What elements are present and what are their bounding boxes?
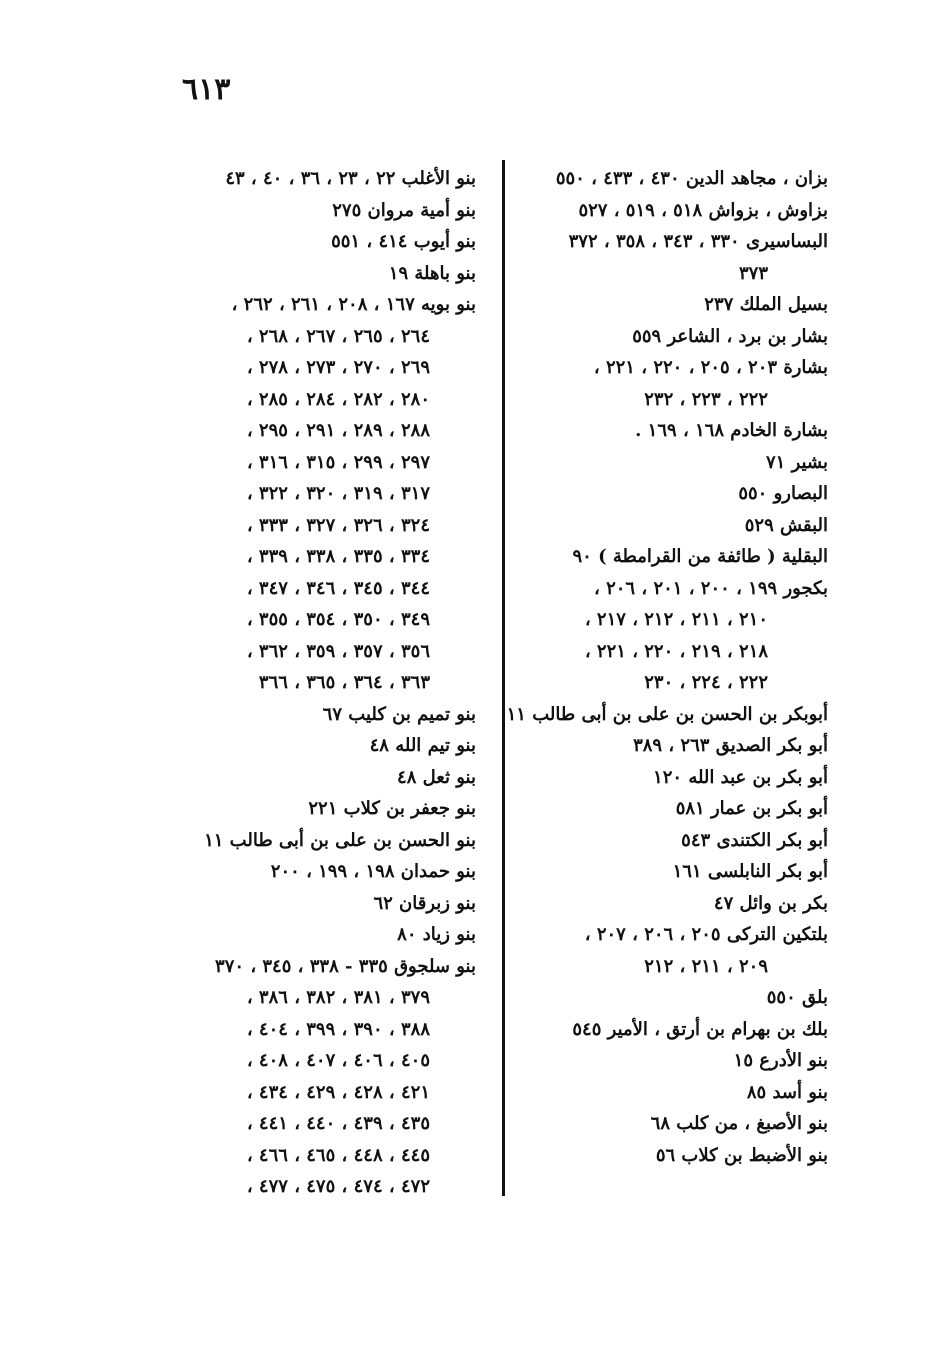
index-entry-continuation: ٢٩٧ ، ٢٩٩ ، ٣١٥ ، ٣١٦ ، [246,451,430,473]
index-entry: بلك بن بهرام بن أرتق ، الأمير ٥٤٥ [572,1018,828,1040]
index-entry-continuation: ٢٦٤ ، ٢٦٥ ، ٢٦٧ ، ٢٦٨ ، [246,325,430,347]
index-entry: أبو بكر الصديق ٢٦٣ ، ٣٨٩ [633,735,828,756]
index-entry: أبوبكر بن الحسن بن على بن أبى طالب ١١ [506,703,828,725]
index-entry: بنو تميم بن كليب ٦٧ [322,703,476,725]
index-entry: بنو زبرقان ٦٢ [373,892,476,914]
index-entry: بنو بويه ١٦٧ ، ٢٠٨ ، ٢٦١ ، ٢٦٢ ، [231,294,476,315]
index-entry-continuation: ٣٨٨ ، ٣٩٠ ، ٣٩٩ ، ٤٠٤ ، [246,1018,430,1040]
index-entry: بشارة ٢٠٣ ، ٢٠٥ ، ٢٢٠ ، ٢٢١ ، [593,357,828,378]
index-entry: البقش ٥٢٩ [744,514,828,536]
index-entry: البساسيرى ٣٣٠ ، ٣٤٣ ، ٣٥٨ ، ٣٧٢ [568,231,828,252]
index-entry: بنو الأضبط بن كلاب ٥٦ [655,1144,828,1166]
index-entry: بنو سلجوق ٣٣٥ - ٣٣٨ ، ٣٤٥ ، ٣٧٠ [215,955,476,977]
index-entry-continuation: ٣٥٦ ، ٣٥٧ ، ٣٥٩ ، ٣٦٢ ، [246,640,430,662]
index-entry-continuation: ٤٣٥ ، ٤٣٩ ، ٤٤٠ ، ٤٤١ ، [246,1113,430,1134]
index-entry: بنو حمدان ١٩٨ ، ١٩٩ ، ٢٠٠ [270,861,476,882]
index-entry-continuation: ٤٠٥ ، ٤٠٦ ، ٤٠٧ ، ٤٠٨ ، [246,1050,430,1071]
index-entry-continuation: ٢٢٢ ، ٢٢٣ ، ٢٣٢ [644,388,768,410]
index-entry-continuation: ٢٢٢ ، ٢٢٤ ، ٢٣٠ [644,672,768,693]
index-entry: بنو أيوب ٤١٤ ، ٥٥١ [331,231,476,252]
index-column-right [506,163,828,1171]
index-entry: بنو تيم الله ٤٨ [369,735,476,756]
index-entry: بنو ثعل ٤٨ [397,766,476,788]
index-entry-continuation: ٤٧٢ ، ٤٧٤ ، ٤٧٥ ، ٤٧٧ ، [246,1176,430,1197]
index-entry: بسيل الملك ٢٣٧ [704,294,828,315]
index-entry: أبو بكر النابلسى ١٦١ [672,861,828,882]
index-entry: بنو زياد ٨٠ [397,924,476,945]
index-entry: بنو الأصبغ ، من كلب ٦٨ [650,1113,828,1134]
index-entry: أبو بكر بن عمار ٥٨١ [675,798,828,819]
index-entry-continuation: ٢٦٩ ، ٢٧٠ ، ٢٧٣ ، ٢٧٨ ، [246,357,430,378]
index-entry: بشارة الخادم ١٦٨ ، ١٦٩ . [635,420,828,441]
page-number: ٦١٣ [182,72,231,107]
index-entry-continuation: ٣٦٣ ، ٣٦٤ ، ٣٦٥ ، ٣٦٦ [258,672,430,693]
index-entry-continuation: ٢١٨ ، ٢١٩ ، ٢٢٠ ، ٢٢١ ، [584,640,768,662]
index-entry: بنو باهلة ١٩ [388,262,476,284]
index-entry: بلتكين التركى ٢٠٥ ، ٢٠٦ ، ٢٠٧ ، [584,924,828,945]
index-entry: بنو أسد ٨٥ [746,1081,828,1103]
index-entry: بنو الأغلب ٢٢ ، ٢٣ ، ٣٦ ، ٤٠ ، ٤٣ [225,168,476,189]
index-entry-continuation: ٢٨٠ ، ٢٨٢ ، ٢٨٤ ، ٢٨٥ ، [246,388,430,410]
index-entry-continuation: ٣٢٤ ، ٣٢٦ ، ٣٢٧ ، ٣٣٣ ، [246,514,430,536]
index-entry: البقلية ( طائفة من القرامطة ) ٩٠ [572,546,828,567]
index-entry-continuation: ٣٧٣ [738,262,768,284]
index-entry: بزاوش ، بزواش ٥١٨ ، ٥١٩ ، ٥٢٧ [578,199,828,221]
index-entry: بشار بن برد ، الشاعر ٥٥٩ [632,325,828,347]
index-entry: بنو الحسن بن على بن أبى طالب ١١ [204,829,476,851]
index-entry: بزان ، مجاهد الدين ٤٣٠ ، ٤٣٣ ، ٥٥٠ [555,168,828,189]
index-entry-continuation: ٤٤٥ ، ٤٤٨ ، ٤٦٥ ، ٤٦٦ ، [246,1144,430,1166]
index-entry: البصارو ٥٥٠ [738,483,828,504]
index-entry: بشير ٧١ [765,451,828,473]
index-entry-continuation: ٤٢١ ، ٤٢٨ ، ٤٢٩ ، ٤٣٤ ، [246,1081,430,1103]
index-entry: بنو جعفر بن كلاب ٢٢١ [308,798,476,819]
index-entry: بكر بن وائل ٤٧ [713,892,828,914]
index-entry: بنو أمية مروان ٢٧٥ [332,199,476,221]
index-entry-continuation: ٢١٠ ، ٢١١ ، ٢١٢ ، ٢١٧ ، [584,609,768,630]
index-entry: أبو بكر الكتندى ٥٤٣ [681,829,828,851]
column-divider [502,160,505,1196]
index-entry: بكجور ١٩٩ ، ٢٠٠ ، ٢٠١ ، ٢٠٦ ، [594,577,828,599]
index-entry-continuation: ٢٨٨ ، ٢٨٩ ، ٢٩١ ، ٢٩٥ ، [246,420,430,441]
index-entry: بنو الأدرع ١٥ [733,1050,828,1071]
index-entry-continuation: ٢٠٩ ، ٢١١ ، ٢١٢ [644,955,768,977]
index-entry: بلق ٥٥٠ [766,987,828,1008]
index-entry-continuation: ٣٣٤ ، ٣٣٥ ، ٣٣٨ ، ٣٣٩ ، [246,546,430,567]
index-entry-continuation: ٣٧٩ ، ٣٨١ ، ٣٨٢ ، ٣٨٦ ، [246,987,430,1008]
index-entry-continuation: ٣٤٩ ، ٣٥٠ ، ٣٥٤ ، ٣٥٥ ، [246,609,430,630]
index-entry: أبو بكر بن عبد الله ١٢٠ [653,766,828,788]
index-column-left [166,163,476,1203]
index-entry-continuation: ٣٤٤ ، ٣٤٥ ، ٣٤٦ ، ٣٤٧ ، [246,577,430,599]
index-entry-continuation: ٣١٧ ، ٣١٩ ، ٣٢٠ ، ٣٢٢ ، [246,483,430,504]
